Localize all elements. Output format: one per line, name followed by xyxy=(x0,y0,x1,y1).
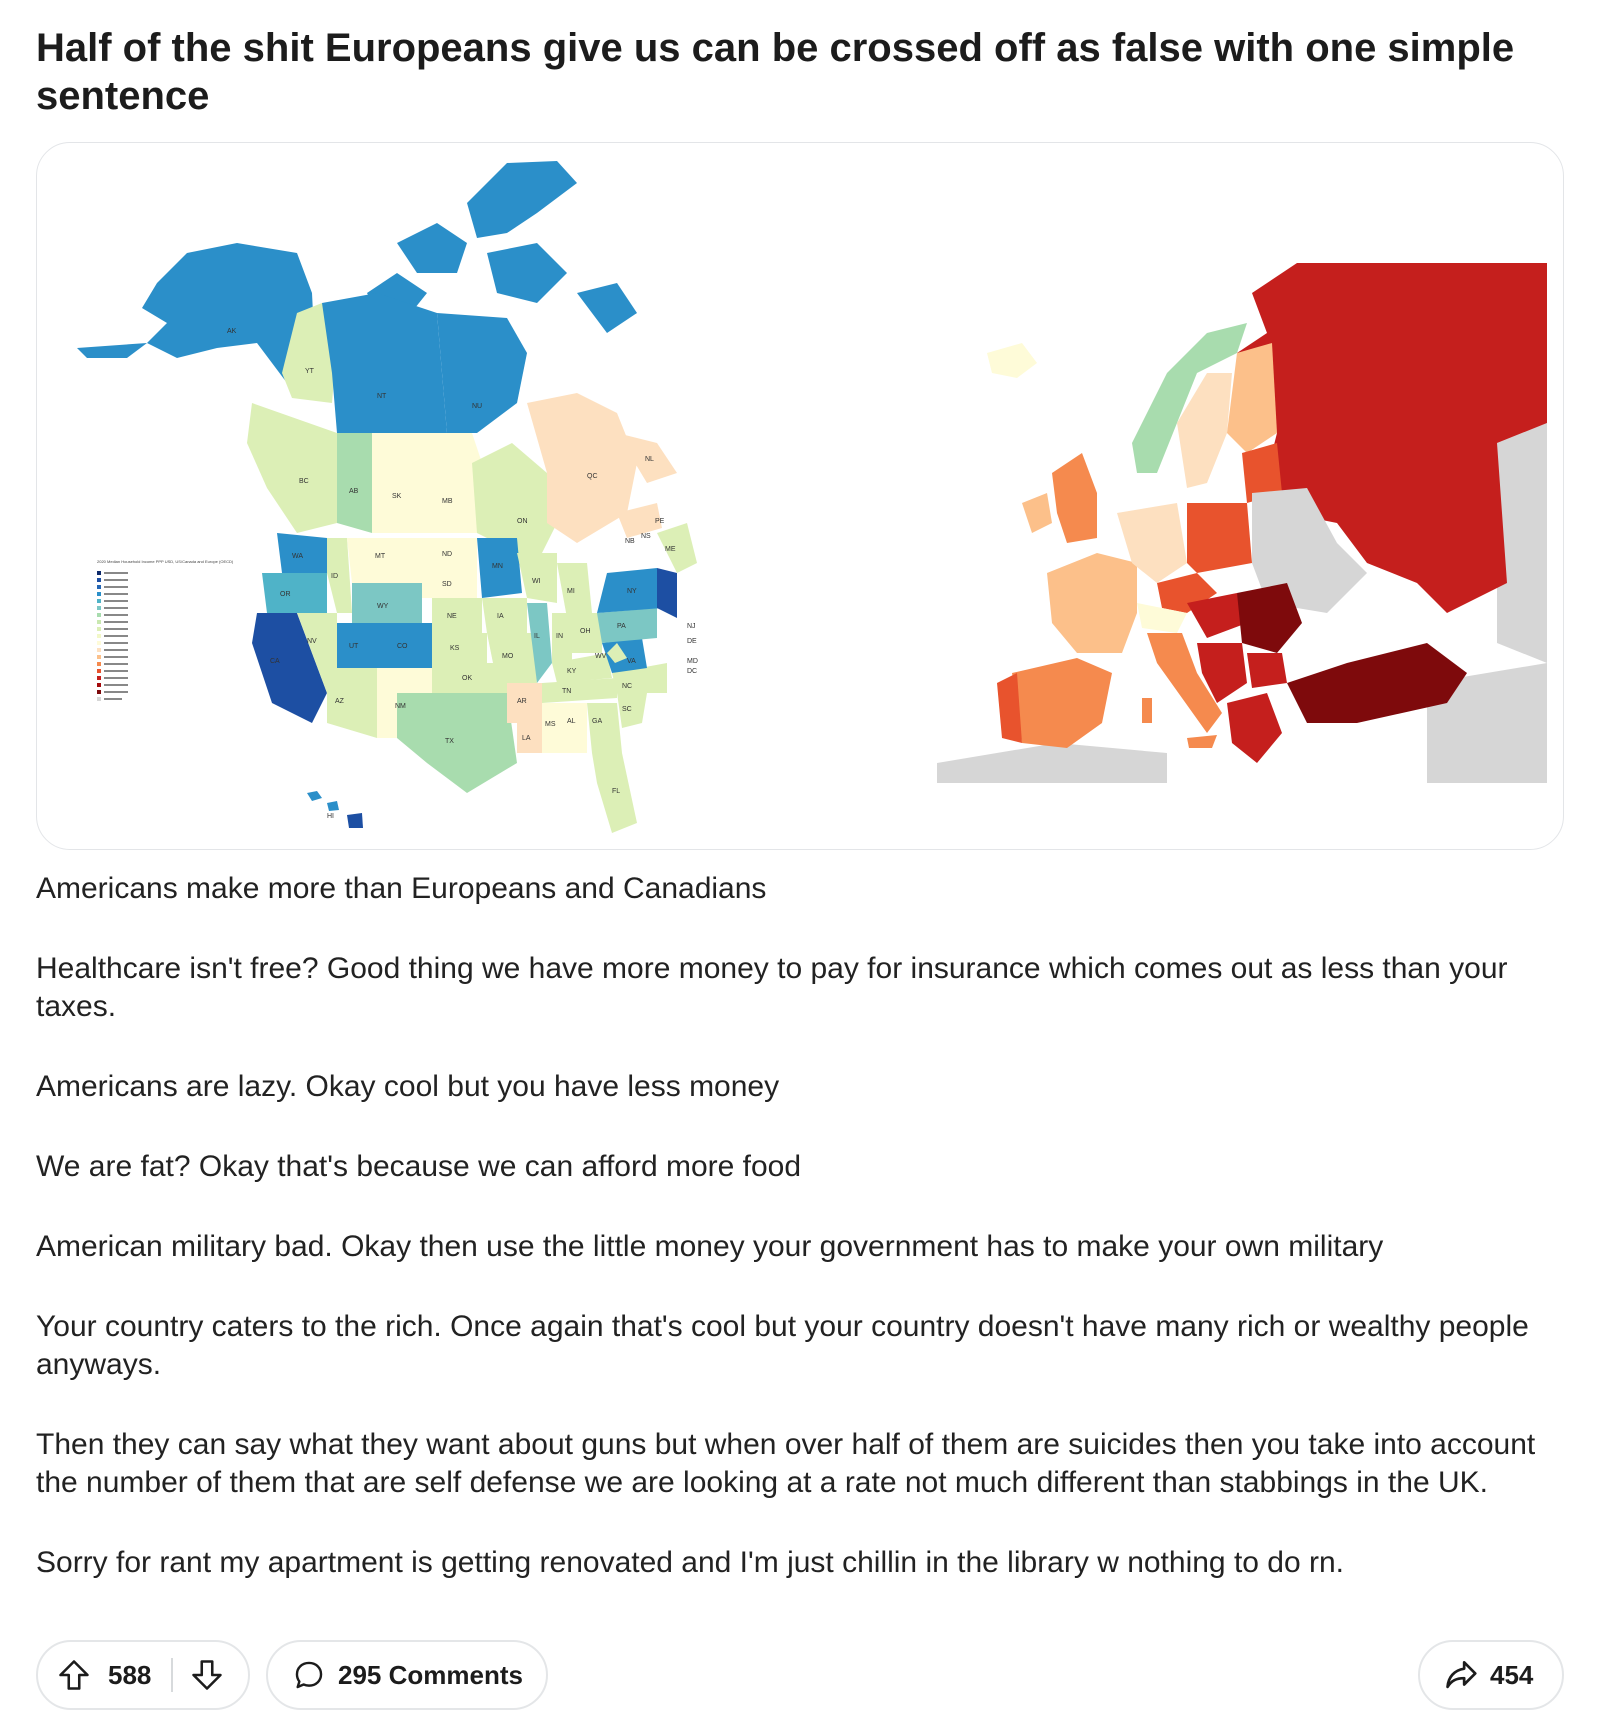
post-paragraph: Your country caters to the rich. Once again that's cool but your country doesn't have many rich or wealthy people anyways. xyxy=(36,1310,1529,1381)
label-qc: QC xyxy=(587,473,598,480)
label-on: ON xyxy=(517,518,528,525)
upvote-arrow-icon xyxy=(56,1657,92,1693)
label-ia: IA xyxy=(497,613,504,620)
label-sk: SK xyxy=(392,493,402,500)
label-la: LA xyxy=(522,735,531,742)
label-nj: NJ xyxy=(687,623,696,630)
europe-map xyxy=(937,263,1547,783)
comments-button[interactable] xyxy=(266,1640,548,1710)
label-dc: DC xyxy=(687,668,698,675)
north-america-map xyxy=(77,161,698,833)
post-paragraph: Sorry for rant my apartment is getting renovated and I'm just chillin in the library w nothing to do rn. xyxy=(36,1546,1345,1579)
label-ks: KS xyxy=(450,645,460,652)
label-nb: NB xyxy=(625,538,635,545)
share-arrow-icon xyxy=(1442,1656,1480,1694)
label-de: DE xyxy=(687,638,697,645)
label-ar: AR xyxy=(517,698,527,705)
post-paragraph: Healthcare isn't free? Good thing we have more money to pay for insurance which comes out as less than your taxes. xyxy=(36,952,1508,1023)
label-yt: YT xyxy=(305,368,314,375)
label-or: OR xyxy=(280,591,291,598)
post-paragraph: Americans make more than Europeans and Canadians xyxy=(36,872,767,905)
label-mb: MB xyxy=(442,498,453,505)
share-button[interactable] xyxy=(1418,1640,1564,1710)
label-me: ME xyxy=(665,546,676,553)
comments-label: 295 Comments xyxy=(338,1659,523,1690)
label-mn: MN xyxy=(492,563,503,570)
label-pa: PA xyxy=(617,623,626,630)
legend-title: 2020 Median Household Income PPP USD, US/Canada and Europe (OECD) xyxy=(97,559,234,564)
label-sd: SD xyxy=(442,581,452,588)
label-nc: NC xyxy=(622,683,633,690)
label-wa: WA xyxy=(292,553,304,560)
map-legend xyxy=(97,559,234,701)
post-paragraph: We are fat? Okay that's because we can afford more food xyxy=(36,1150,802,1183)
label-il: IL xyxy=(534,633,540,640)
label-nd: ND xyxy=(442,551,453,558)
label-tx: TX xyxy=(445,738,454,745)
upvote-button[interactable] xyxy=(56,1657,92,1693)
label-pe: PE xyxy=(655,518,665,525)
upvote-count: 588 xyxy=(108,1659,152,1690)
label-oh: OH xyxy=(580,628,591,635)
label-ab: AB xyxy=(349,488,359,495)
label-ms: MS xyxy=(545,721,556,728)
label-ne: NE xyxy=(447,613,457,620)
label-nm: NM xyxy=(395,703,406,710)
post-body xyxy=(36,870,1566,1624)
label-mo: MO xyxy=(502,653,514,660)
label-md: MD xyxy=(687,658,698,665)
label-wi: WI xyxy=(532,578,541,585)
label-co: CO xyxy=(397,643,408,650)
post-title[interactable]: Half of the shit Europeans give us can be crossed off as false with one simple sentence xyxy=(36,26,1515,118)
label-ok: OK xyxy=(462,675,473,682)
label-tn: TN xyxy=(562,688,572,695)
label-wv: WV xyxy=(595,653,607,660)
label-fl: FL xyxy=(612,788,621,795)
label-ns: NS xyxy=(641,533,651,540)
vote-divider xyxy=(171,1658,173,1692)
post-image[interactable] xyxy=(36,142,1564,850)
vote-control xyxy=(36,1640,250,1710)
label-mt: MT xyxy=(375,553,386,560)
comment-bubble-icon xyxy=(292,1658,326,1692)
share-count: 454 xyxy=(1490,1659,1534,1690)
label-hi: HI xyxy=(327,813,334,820)
income-maps xyxy=(37,143,1563,849)
downvote-arrow-icon xyxy=(189,1657,225,1693)
label-nt: NT xyxy=(377,393,387,400)
post-paragraph: Then they can say what they want about guns but when over half of them are suicides then you take into account the number of them that are self defense we are looking at a rate not much different than stabbings in the UK. xyxy=(36,1428,1536,1499)
label-wy: WY xyxy=(377,603,389,610)
label-nv: NV xyxy=(307,638,317,645)
label-az: AZ xyxy=(335,698,344,705)
label-ga: GA xyxy=(592,718,603,725)
label-ak: AK xyxy=(227,328,237,335)
post-paragraph: Americans are lazy. Okay cool but you have less money xyxy=(36,1070,780,1103)
post-action-bar xyxy=(36,1640,1564,1712)
post-paragraph: American military bad. Okay then use the little money your government has to make your own military xyxy=(36,1230,1384,1263)
label-ky: KY xyxy=(567,668,577,675)
label-va: VA xyxy=(627,658,636,665)
label-in: IN xyxy=(556,633,563,640)
label-ny: NY xyxy=(627,588,637,595)
label-ca: CA xyxy=(270,658,280,665)
label-nl: NL xyxy=(645,456,654,463)
label-bc: BC xyxy=(299,478,309,485)
label-mi: MI xyxy=(567,588,575,595)
label-sc: SC xyxy=(622,706,632,713)
label-al: AL xyxy=(567,718,576,725)
label-nu: NU xyxy=(472,403,483,410)
label-id: ID xyxy=(331,573,338,580)
downvote-button[interactable] xyxy=(189,1657,225,1693)
label-ut: UT xyxy=(349,643,359,650)
